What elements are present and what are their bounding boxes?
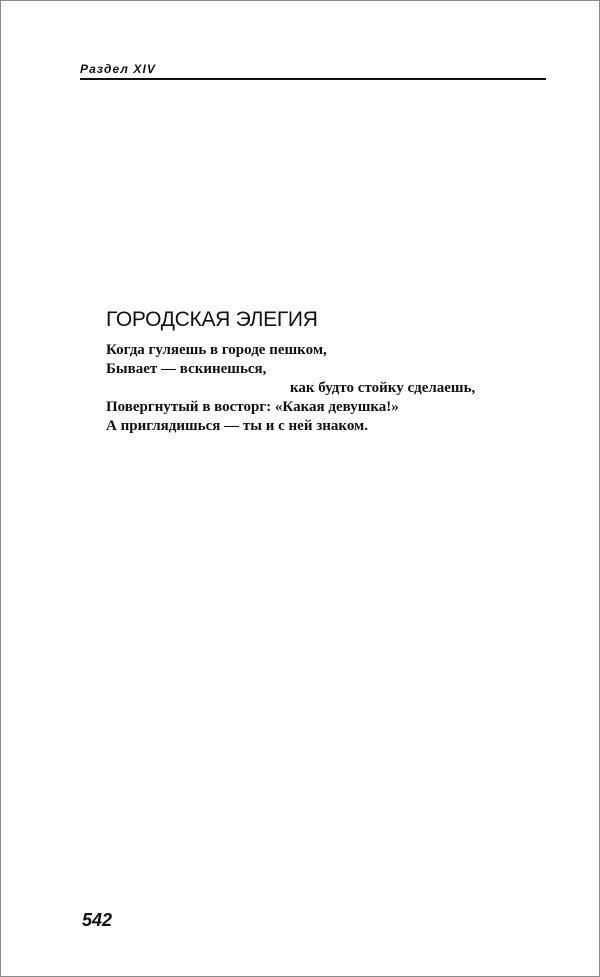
poem-line-indented: как будто стойку сделаешь,	[290, 380, 476, 396]
poem	[106, 307, 526, 436]
poem-line: Когда гуляешь в городе пешком,	[106, 342, 327, 358]
poem-line: Бывает — вскинешься,	[106, 361, 267, 377]
poem-title: ГОРОДСКАЯ ЭЛЕГИЯ	[106, 308, 318, 331]
poem-line: Повергнутый в восторг: «Какая девушка!»	[106, 399, 399, 415]
header-rule	[80, 78, 546, 80]
section-label: Раздел XIV	[80, 62, 157, 76]
running-header	[80, 62, 546, 82]
page-number: 542	[82, 910, 113, 930]
poem-line: А приглядишься — ты и с ней знаком.	[106, 418, 369, 434]
